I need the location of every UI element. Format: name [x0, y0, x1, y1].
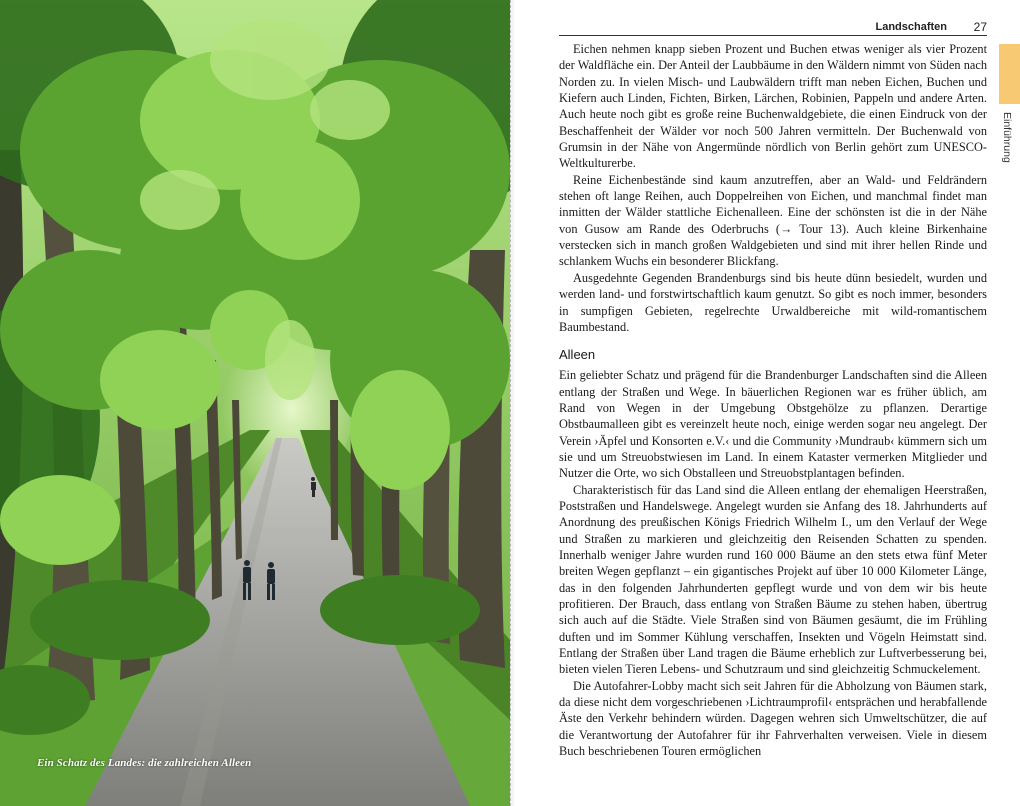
paragraph: Die Autofahrer-Lobby macht sich seit Jahren für die Abholzung von Bäumen stark, da diese nicht dem vorgeschriebenen ›Lichtraumprofil‹ entsprächen und herabfallende Äste den Verkehr behindern würden. Dagegen wehren sich Umweltschützer, die auf die Verantwortung der Autofahrer für ihr Fahrverhalten verweisen. Viele in diesem Buch beschriebenen Touren ermöglichen [559, 678, 987, 759]
paragraph: Ein geliebter Schatz und prägend für die Brandenburger Landschaften sind die Alleen entlang der Straßen und Wege. In bäuerlichen Regionen war es früher üblich, am Rand von Wegen in der Umgebung Obstgehölze zu pflanzen. Derartige Obstbaumalleen gibt es vereinzelt heute noch, einige werden sogar neu angelegt. Der Verein ›Äpfel und Konsorten e.V.‹ und die Community ›Mundraub‹ kümmern sich um sie und um Streuobstwiesen im Land. In einem Kataster vermerken Mitglieder und Nutzer die Orte, wo sich Obstalleen und Streuobstplantagen befinden. [559, 368, 987, 481]
photo-caption: Ein Schatz des Landes: die zahlreichen Alleen [37, 757, 252, 769]
chapter-side-label-text: Einführung [1001, 112, 1013, 163]
section-title: Landschaften [875, 21, 947, 33]
section-heading: Alleen [559, 347, 596, 363]
paragraph: Ausgedehnte Gegenden Brandenburgs sind bis heute dünn besiedelt, wurden und werden land- und forstwirtschaftlich kaum genutzt. So gibt es noch immer, besonders in sumpfigen Gebieten, regelrechte Urwaldbereiche mit wild-romantischem Baumbestand. [559, 270, 987, 334]
chapter-thumb-tab [999, 44, 1020, 104]
paragraph: Reine Eichenbestände sind kaum anzutreffen, aber an Wald- und Feldrändern stehen oft lange Reihen, auch Doppelreihen von Eichen, und manchmal findet man inmitten der Wälder stattliche Eichenalleen. Eine der schönsten ist die in der Nähe von Gusow am Rande des Oderbruchs (→ Tour 13). Auch kleine Birkenhaine verstecken sich in manch großen Waldgebieten und sind mit ihrer hellen Rinde und schlankem Wuchs ein besonderer Blickfang. [559, 172, 987, 269]
chapter-side-label [995, 112, 1017, 192]
body-text [559, 41, 987, 759]
text-page [514, 0, 1020, 806]
running-head [559, 20, 987, 36]
page-number: 27 [973, 20, 987, 34]
paragraph: Charakteristisch für das Land sind die Alleen entlang der ehemaligen Heerstraßen, Poststraßen und Handelswege. Angelegt wurden sie Anfang des 18. Jahrhunderts auf Anordnung des preußischen Königs Friedrich Wilhelm I., um den Verlauf der Wege und Straßen zu markieren und gleichzeitig den Reisenden Schatten zu spenden. Innerhalb weniger Jahre wurden rund 160 000 Bäume an den stets etwa fünf Meter breiten Wegen gepflanzt – ein gigantisches Projekt auf über 10 000 Kilometer Länge, das in den folgenden Jahrhunderten gepflegt wurde und von dem wir bis heute profitieren. Der Brauch, dass entlang von Straßen Bäume zu stehen haben, übertrug sich auch auf die Städte. Viele Straßen sind von Bäumen gesäumt, die im Frühling duften und im Sommer Kühlung verschaffen, Insekten und Vögeln Heimstatt sind. Entlang der Straßen über Land tragen die Bäume erheblich zur Luftverbesserung bei, bieten vielen Tieren Lebens- und Schutzraum und sind gleichzeitig Schmuckelement. [559, 482, 987, 677]
paragraph: Eichen nehmen knapp sieben Prozent und Buchen etwas weniger als vier Prozent der Waldfläche ein. Der Anteil der Laubbäume in den Wäldern nimmt von Süden nach Norden zu. In vielen Misch- und Laubwäldern trifft man neben Eichen, Buchen und Kiefern auch Linden, Fichten, Birken, Lärchen, Robinien, Pappeln und andere Arten. Auch heute noch gibt es große reine Buchenwaldgebiete, die einen Eindruck von der Beschaffenheit der Wälder vor noch 500 Jahren vermitteln. Der Buchenwald von Grumsin in der Nähe von Angermünde nördlich von Berlin gehört zum UNESCO-Weltkulturerbe. [559, 42, 987, 171]
